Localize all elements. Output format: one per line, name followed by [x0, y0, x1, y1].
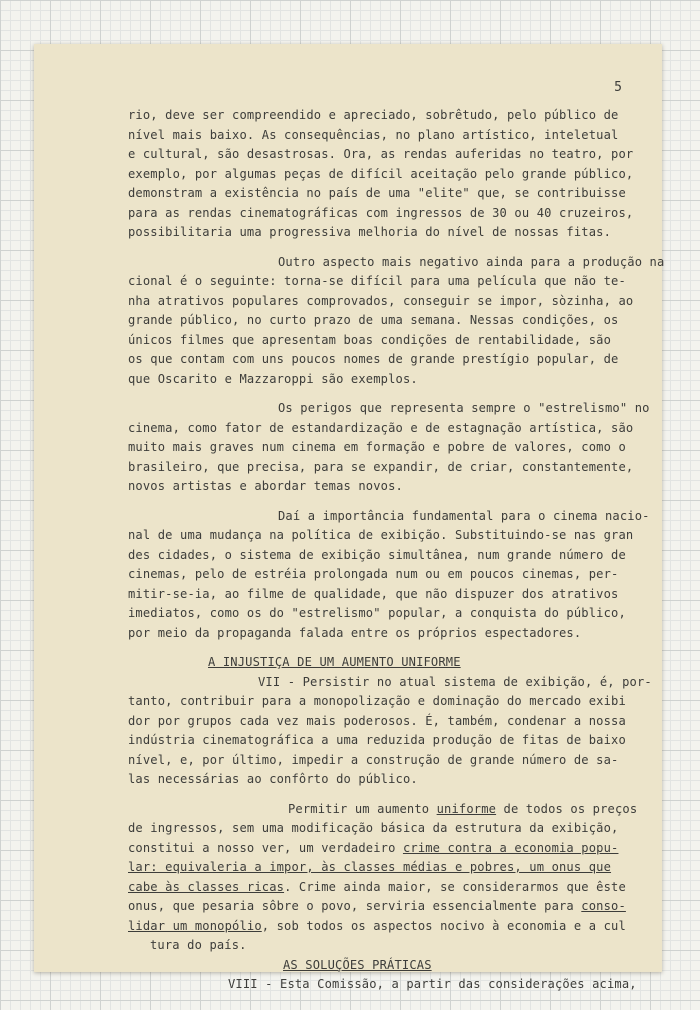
text-line: nível, e, por último, impedir a construção de grande número de sa-	[128, 752, 619, 767]
text-line	[128, 897, 656, 917]
text-span: . Crime ainda maior, se considerarmos que êste	[284, 879, 626, 894]
text-line: por meio da propaganda falada entre os próprios espectadores.	[128, 625, 582, 640]
underlined-text: lar: equivaleria a impor, às classes médias e pobres, um onus que	[128, 860, 612, 874]
text-line: novos artistas e abordar temas novos.	[128, 479, 403, 493]
text-span: de todos os preços	[496, 801, 638, 816]
section-heading-solucoes: AS SOLUÇÕES PRÁTICAS	[283, 957, 432, 972]
text-span: constitui a nosso ver, um verdadeiro	[128, 840, 403, 855]
text-line	[128, 858, 656, 878]
text-line: de ingressos, sem uma modificação básica da estrutura da exibição,	[128, 821, 619, 835]
text-line: las necessárias ao confôrto do público.	[128, 772, 418, 786]
paragraph-1	[128, 106, 656, 243]
text-line: cional é o seguinte: torna-se difícil para uma película que não te-	[128, 274, 626, 288]
page-number: 5	[614, 80, 622, 95]
paragraph-5	[128, 673, 656, 790]
text-line: únicos filmes que apresentam boas condições de rentabilidade, são	[128, 332, 612, 347]
text-line: dor por grupos cada vez mais poderosos. É, também, condenar a nossa	[128, 713, 626, 728]
paragraph-6	[128, 800, 656, 956]
underlined-text: lidar um monopólio	[128, 918, 262, 933]
text-line: Daí a importância fundamental para o cinema nacio-	[278, 508, 650, 523]
paper-sheet	[34, 44, 665, 991]
text-line: para as rendas cinematográficas com ingressos de 30 ou 40 cruzeiros,	[128, 205, 634, 220]
text-line: possibilitaria uma progressiva melhoria do nível de nossas fitas.	[128, 225, 612, 239]
paragraph-2	[128, 253, 665, 390]
paragraph-gap	[128, 643, 656, 653]
paragraph-3	[128, 399, 656, 497]
section-heading-injustica: A INJUSTIÇA DE UM AUMENTO UNIFORME	[208, 655, 461, 669]
paragraph-gap	[128, 790, 656, 800]
text-span: Permitir um aumento	[288, 801, 437, 816]
text-line: VII - Persistir no atual sistema de exibição, é, por-	[258, 674, 652, 689]
paragraph-gap	[128, 497, 656, 507]
text-line: que Oscarito e Mazzaroppi são exemplos.	[128, 371, 418, 386]
paragraph-4	[128, 507, 656, 644]
text-line: imediatos, como os do "estrelismo" popular, a conquista do público,	[128, 606, 626, 620]
document-body	[128, 106, 665, 995]
text-line: Os perigos que representa sempre o "estrelismo" no	[278, 401, 650, 415]
text-line: brasileiro, que precisa, para se expandir, de criar, constantemente,	[128, 459, 634, 474]
paragraph-gap	[128, 243, 656, 253]
text-line: indústria cinematográfica a uma reduzida produção de fitas de baixo	[128, 733, 626, 747]
text-line	[128, 917, 656, 937]
text-line: Outro aspecto mais negativo ainda para a produção na	[278, 254, 665, 269]
text-line: nal de uma mudança na política de exibição. Substituindo-se nas gran	[128, 528, 634, 542]
text-line: tanto, contribuir para a monopolização e dominação do mercado exibi	[128, 694, 626, 708]
text-line: tura do país.	[150, 938, 247, 952]
text-span: , sob todos os aspectos nocivo à economia e a cul	[261, 918, 626, 933]
text-line: des cidades, o sistema de exibição simultânea, num grande número de	[128, 547, 626, 562]
text-line: exemplo, por algumas peças de difícil aceitação pelo grande público,	[128, 166, 634, 181]
text-line: grande público, no curto prazo de uma semana. Nessas condições, os	[128, 313, 619, 327]
text-line: muito mais graves num cinema em formação e pobre de valores, como o	[128, 440, 626, 454]
text-line	[128, 839, 656, 859]
underlined-text: conso-	[581, 899, 626, 913]
underlined-text: uniforme	[436, 801, 497, 816]
text-line	[128, 800, 656, 820]
text-line: cinemas, pelo de estréia prolongada num ou em poucos cinemas, per-	[128, 567, 619, 581]
text-line: cinema, como fator de estandardização e de estagnação artística, são	[128, 420, 634, 435]
text-line: nível mais baixo. As consequências, no plano artístico, inteletual	[128, 127, 619, 142]
text-line	[128, 878, 656, 898]
text-line: demonstram a existência no país de uma "elite" que, se contribuisse	[128, 186, 626, 200]
text-line: os que contam com uns poucos nomes de grande prestígio popular, de	[128, 352, 619, 366]
text-line: e cultural, são desastrosas. Ora, as rendas auferidas no teatro, por	[128, 147, 634, 161]
underlined-text: crime contra a economia popu-	[402, 840, 619, 855]
text-line: rio, deve ser compreendido e apreciado, sobrêtudo, pelo público de	[128, 108, 619, 122]
text-line: mitir-se-ia, ao filme de qualidade, que não dispuzer dos atrativos	[128, 586, 619, 601]
paragraph-7	[128, 975, 656, 995]
text-line: VIII - Esta Comissão, a partir das considerações acima,	[228, 977, 637, 991]
underlined-text: cabe às classes ricas	[128, 879, 285, 894]
text-span: onus, que pesaria sôbre o povo, serviria essencialmente para	[128, 899, 582, 913]
paragraph-gap	[128, 389, 656, 399]
text-line: nha atrativos populares comprovados, conseguir se impor, sòzinha, ao	[128, 293, 634, 308]
